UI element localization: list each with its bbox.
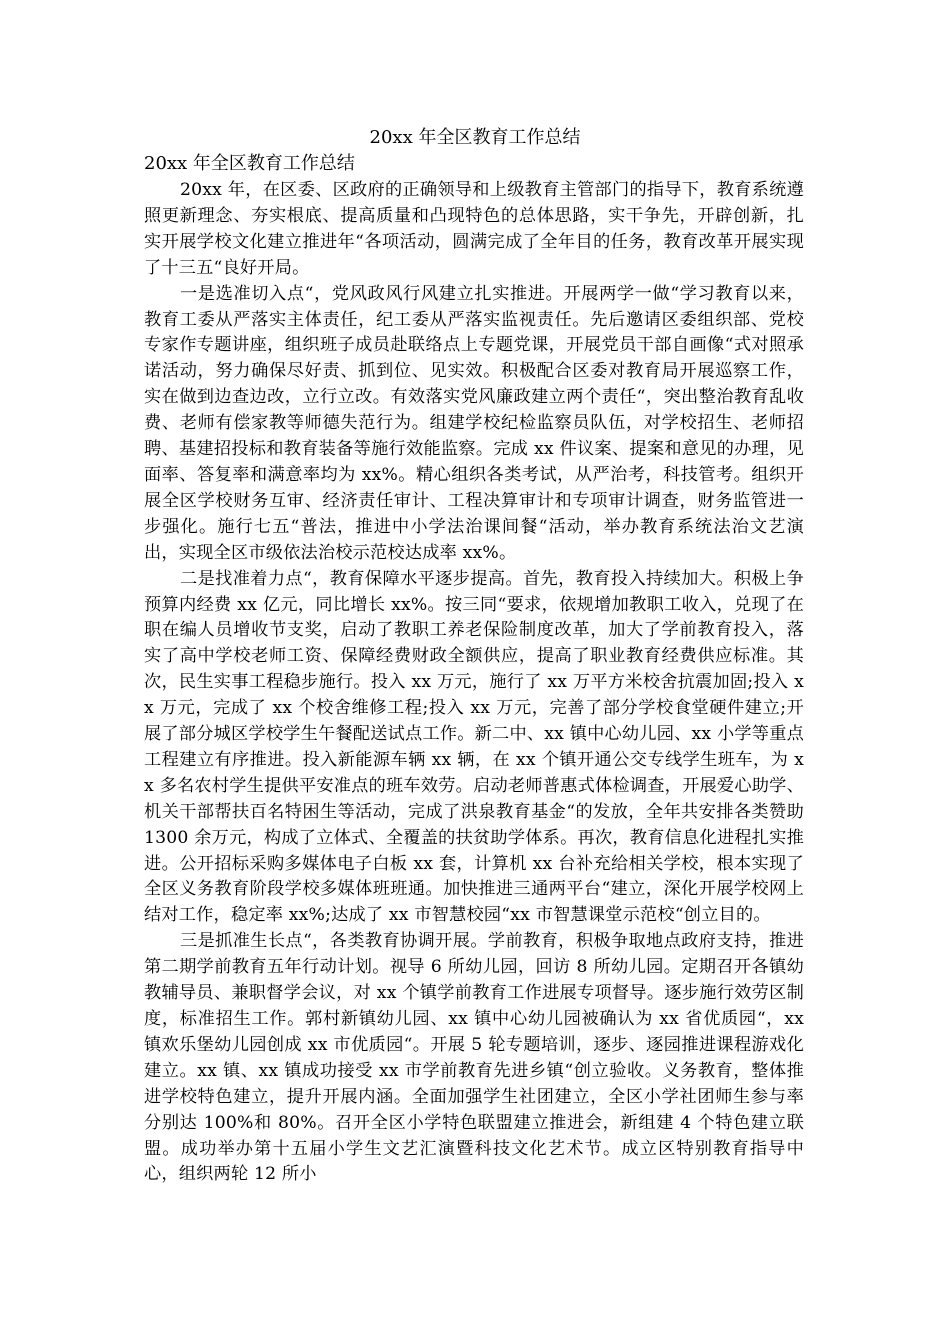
paragraph-intro: 20xx 年，在区委、区政府的正确领导和上级教育主管部门的指导下，教育系统遵照更新理念、夯实根底、提高质量和凸现特色的总体思路，实干争先，开辟创新，扎实开展学校文化建立推进年“各项活动，圆满完成了全年目的任务，教育改革开展实现了十三五“良好开局。 xyxy=(144,180,804,278)
document-title: 20xx 年全区教育工作总结 xyxy=(369,127,581,148)
paragraph-three: 三是抓准生长点“，各类教育协调开展。学前教育，积极争取地点政府支持，推进第二期学前教育五年行动计划。视导 6 所幼儿园，回访 8 所幼儿园。定期召开各镇幼教辅导员、兼职督学会议，对 xx 个镇学前教育工作进展专项督导。逐步施行效劳区制度，标准招生工作。郭村新镇幼儿园、xx 镇中心幼儿园被确认为 xx 省优质园“，xx 镇欢乐堡幼儿园创成 xx 市优质园“。开展 5 轮专题培训，逐步、逐园推进课程游戏化建立。xx 镇、xx 镇成功接受 xx 市学前教育先进乡镇“创立验收。义务教育，整体推进学校特色建立，提升开展内涵。全面加强学生社团建立，全区小学社团师生参与率分别达 100%和 80%。召开全区小学特色联盟建立推进会，新组建 4 个特色建立联盟。成功举办第十五届小学生文艺汇演暨科技文化艺术节。成立区特别教育指导中心，组织两轮 12 所小 xyxy=(144,931,804,1185)
document-body xyxy=(144,178,804,1188)
document-subtitle: 20xx 年全区教育工作总结 xyxy=(144,153,355,174)
paragraph-one: 一是选准切入点“，党风政风行风建立扎实推进。开展两学一做“学习教育以来，教育工委从严落实主体责任，纪工委从严落实监视责任。先后邀请区委组织部、党校专家作专题讲座，组织班子成员赴联络点上专题党课，开展党员干部自画像“式对照承诺活动，努力确保尽好责、抓到位、见实效。积极配合区委对教育局开展巡察工作，实在做到边查边改，立行立改。有效落实党风廉政建立两个责任“，突出整治教育乱收费、老师有偿家教等师德失范行为。组建学校纪检监察员队伍，对学校招生、老师招聘、基建招投标和教育装备等施行效能监察。完成 xx 件议案、提案和意见的办理，见面率、答复率和满意率均为 xx%。精心组织各类考试，从严治考，科技管考。组织开展全区学校财务互审、经济责任审计、工程决算审计和专项审计调查，财务监管进一步强化。施行七五“普法，推进中小学法治课间餐“活动，举办教育系统法治文艺演出，实现全区市级依法治校示范校达成率 xx%。 xyxy=(144,283,804,563)
paragraph-two: 二是找准着力点“，教育保障水平逐步提高。首先，教育投入持续加大。积极上争预算内经费 xx 亿元，同比增长 xx%。按三同“要求，依规增加教职工收入，兑现了在职在编人员增收节支奖，启动了教职工养老保险制度改革，加大了学前教育投入，落实了高中学校老师工资、保障经费财政全额供应，提高了职业教育经费供应标准。其次，民生实事工程稳步施行。投入 xx 万元，施行了 xx 万平方米校舍抗震加固;投入 xx 万元，完成了 xx 个校舍维修工程;投入 xx 万元，完善了部分学校食堂硬件建立;开展了部分城区学校学生午餐配送试点工作。新二中、xx 镇中心幼儿园、xx 小学等重点工程建立有序推进。投入新能源车辆 xx 辆，在 xx 个镇开通公交专线学生班车，为 xx 多名农村学生提供平安准点的班车效劳。启动老师普惠式体检调查，开展爱心助学、机关干部帮扶百名特困生等活动，完成了洪泉教育基金“的发放，全年共安排各类赞助 1300 余万元，构成了立体式、全覆盖的扶贫助学体系。再次，教育信息化进程扎实推进。公开招标采购多媒体电子白板 xx 套，计算机 xx 台补充给相关学校，根本实现了全区义务教育阶段学校多媒体班班通。加快推进三通两平台“建立，深化开展学校网上结对工作，稳定率 xx%;达成了 xx 市智慧校园“xx 市智慧课堂示范校“创立目的。 xyxy=(144,568,804,926)
